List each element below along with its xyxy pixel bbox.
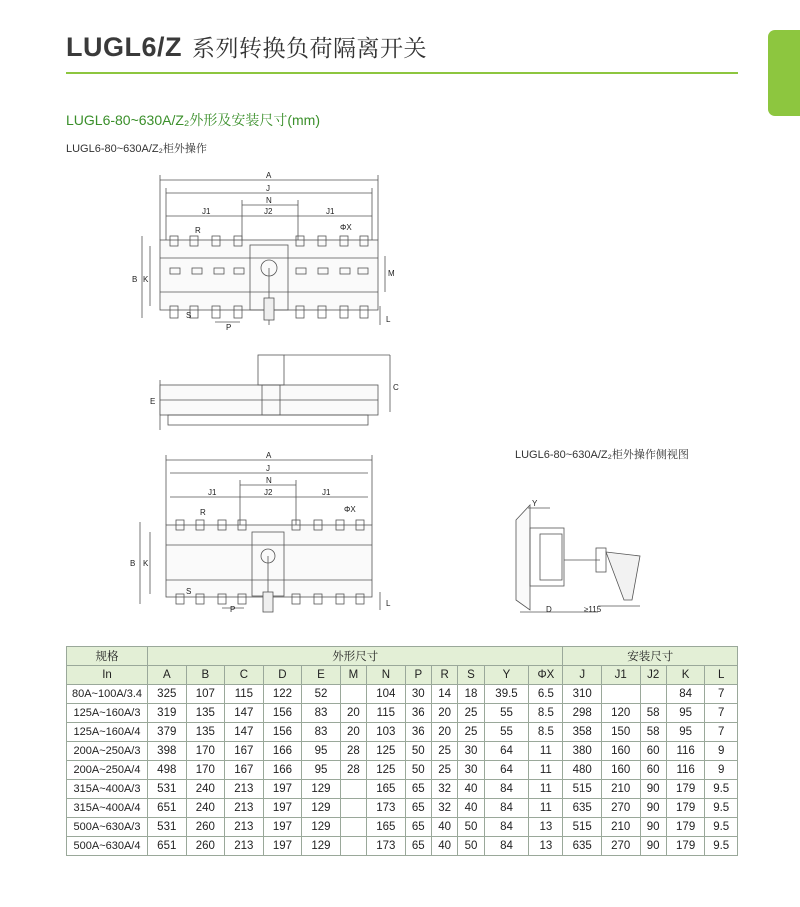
col-header: J <box>563 666 602 685</box>
col-header: P <box>405 666 431 685</box>
row-spec-label: 125A~160A/4 <box>67 723 148 742</box>
table-cell: 197 <box>263 837 302 856</box>
in-header: In <box>67 666 148 685</box>
table-body <box>67 685 738 856</box>
table-cell: 28 <box>340 761 366 780</box>
side-view-drawing <box>516 505 640 612</box>
table-cell: 84 <box>484 780 529 799</box>
dim-P-lower: P <box>230 605 236 614</box>
table-cell: 50 <box>458 837 484 856</box>
table-cell: 25 <box>431 742 457 761</box>
row-spec-label: 500A~630A/3 <box>67 818 148 837</box>
col-header: R <box>431 666 457 685</box>
col-header: C <box>225 666 264 685</box>
table-cell: 6.5 <box>529 685 563 704</box>
table-cell: 50 <box>405 742 431 761</box>
table-cell: 50 <box>405 761 431 780</box>
table-cell: 58 <box>640 704 666 723</box>
table-row <box>67 761 738 780</box>
table-cell <box>340 780 366 799</box>
table-cell: 498 <box>148 761 187 780</box>
table-cell: 30 <box>458 742 484 761</box>
dim-J: J <box>266 184 270 193</box>
table-cell: 90 <box>640 818 666 837</box>
table-cell: 25 <box>458 704 484 723</box>
table-cell: 165 <box>367 780 406 799</box>
table-cell: 65 <box>405 818 431 837</box>
table-cell: 298 <box>563 704 602 723</box>
table-header-row-1 <box>67 647 738 666</box>
col-header: N <box>367 666 406 685</box>
table-cell: 116 <box>666 761 705 780</box>
table-row <box>67 837 738 856</box>
spec-table <box>66 646 738 856</box>
dim-N: N <box>266 196 272 205</box>
table-cell: 7 <box>705 723 738 742</box>
table-cell: 147 <box>225 704 264 723</box>
table-cell: 210 <box>601 818 640 837</box>
col-header: D <box>263 666 302 685</box>
table-cell: 95 <box>302 761 341 780</box>
table-cell: 651 <box>148 837 187 856</box>
table-cell: 40 <box>458 799 484 818</box>
table-cell: 129 <box>302 799 341 818</box>
table-cell: 30 <box>458 761 484 780</box>
table-cell: 9 <box>705 761 738 780</box>
table-cell: 103 <box>367 723 406 742</box>
table-cell: 173 <box>367 837 406 856</box>
table-cell: 25 <box>431 761 457 780</box>
dim-J-lower: J <box>266 464 270 473</box>
table-cell: 179 <box>666 837 705 856</box>
table-cell: 11 <box>529 780 563 799</box>
table-cell: 64 <box>484 742 529 761</box>
table-cell: 166 <box>263 761 302 780</box>
dim-P: P <box>226 323 232 332</box>
table-cell: 173 <box>367 799 406 818</box>
table-cell: 213 <box>225 780 264 799</box>
table-row <box>67 799 738 818</box>
drawing-side-caption: LUGL6-80~630A/Z₂柜外操作侧视图 <box>515 449 689 461</box>
table-cell <box>340 837 366 856</box>
table-header-row-2 <box>67 666 738 685</box>
table-cell: 129 <box>302 837 341 856</box>
table-cell: 170 <box>186 742 225 761</box>
table-cell: 95 <box>302 742 341 761</box>
table-cell: 95 <box>666 723 705 742</box>
table-cell: 197 <box>263 780 302 799</box>
table-cell: 480 <box>563 761 602 780</box>
table-cell: 52 <box>302 685 341 704</box>
row-spec-label: 315A~400A/3 <box>67 780 148 799</box>
table-cell: 167 <box>225 742 264 761</box>
top-view-drawing <box>160 355 390 430</box>
row-spec-label: 125A~160A/3 <box>67 704 148 723</box>
table-cell: 8.5 <box>529 723 563 742</box>
table-cell: 240 <box>186 799 225 818</box>
col-header: Y <box>484 666 529 685</box>
dim-min115: ≥115 <box>584 605 602 614</box>
table-cell: 120 <box>601 704 640 723</box>
dim-R-lower: R <box>200 508 206 517</box>
table-cell: 9.5 <box>705 780 738 799</box>
col-header: M <box>340 666 366 685</box>
table-cell: 14 <box>431 685 457 704</box>
table-cell: 165 <box>367 818 406 837</box>
row-spec-label: 500A~630A/4 <box>67 837 148 856</box>
table-cell: 60 <box>640 761 666 780</box>
table-cell: 515 <box>563 818 602 837</box>
table-cell: 11 <box>529 799 563 818</box>
table-cell: 18 <box>458 685 484 704</box>
table-cell: 64 <box>484 761 529 780</box>
dim-B-lower: B <box>130 559 136 568</box>
col-header: ΦX <box>529 666 563 685</box>
table-cell: 36 <box>405 704 431 723</box>
table-cell: 166 <box>263 742 302 761</box>
table-cell: 8.5 <box>529 704 563 723</box>
dim-J1-right: J1 <box>326 207 335 216</box>
table-cell: 270 <box>601 799 640 818</box>
table-cell: 40 <box>431 818 457 837</box>
table-cell <box>340 685 366 704</box>
title-text: 系列转换负荷隔离开关 <box>192 35 427 61</box>
table-cell: 11 <box>529 742 563 761</box>
table-cell: 635 <box>563 837 602 856</box>
section-title: LUGL6-80~630A/Z₂外形及安装尺寸(mm) <box>66 112 320 128</box>
col-header: S <box>458 666 484 685</box>
table-cell: 379 <box>148 723 187 742</box>
col-header: A <box>148 666 187 685</box>
table-cell: 107 <box>186 685 225 704</box>
dim-B: B <box>132 275 138 284</box>
table-cell: 213 <box>225 818 264 837</box>
dim-phiX-lower: ΦX <box>344 505 356 514</box>
dim-C: C <box>393 383 399 392</box>
table-cell: 20 <box>431 723 457 742</box>
table-cell: 25 <box>458 723 484 742</box>
table-cell <box>340 799 366 818</box>
row-spec-label: 200A~250A/3 <box>67 742 148 761</box>
dim-N-lower: N <box>266 476 272 485</box>
dim-J2: J2 <box>264 207 273 216</box>
table-row <box>67 685 738 704</box>
dim-L: L <box>386 315 391 324</box>
table-cell: 135 <box>186 723 225 742</box>
dim-E: E <box>150 397 156 406</box>
table-cell: 210 <box>601 780 640 799</box>
table-cell: 50 <box>458 818 484 837</box>
table-cell: 167 <box>225 761 264 780</box>
table-cell: 115 <box>367 704 406 723</box>
table-cell: 65 <box>405 837 431 856</box>
drawing-front-caption: LUGL6-80~630A/Z₂柜外操作 <box>66 143 207 155</box>
table-cell: 380 <box>563 742 602 761</box>
table-row <box>67 723 738 742</box>
table-cell: 150 <box>601 723 640 742</box>
table-cell: 83 <box>302 704 341 723</box>
dim-K-lower: K <box>143 559 149 568</box>
table-cell: 160 <box>601 761 640 780</box>
table-cell: 135 <box>186 704 225 723</box>
table-cell: 515 <box>563 780 602 799</box>
table-cell: 11 <box>529 761 563 780</box>
dim-S-lower: S <box>186 587 192 596</box>
install-header: 安装尺寸 <box>563 647 738 666</box>
table-cell: 156 <box>263 704 302 723</box>
dim-K: K <box>143 275 149 284</box>
dim-R: R <box>195 226 201 235</box>
table-cell: 179 <box>666 780 705 799</box>
table-cell: 9 <box>705 742 738 761</box>
table-cell: 90 <box>640 799 666 818</box>
table-cell: 90 <box>640 837 666 856</box>
table-cell: 20 <box>431 704 457 723</box>
table-cell: 129 <box>302 818 341 837</box>
table-cell: 358 <box>563 723 602 742</box>
dim-A-lower: A <box>266 451 272 460</box>
col-header: L <box>705 666 738 685</box>
col-header: E <box>302 666 341 685</box>
table-cell: 156 <box>263 723 302 742</box>
table-cell: 7 <box>705 704 738 723</box>
table-cell: 13 <box>529 818 563 837</box>
table-row <box>67 818 738 837</box>
front-view-drawing <box>142 175 385 325</box>
table-cell: 60 <box>640 742 666 761</box>
table-cell: 531 <box>148 818 187 837</box>
table-cell: 90 <box>640 780 666 799</box>
table-cell: 9.5 <box>705 799 738 818</box>
table-cell: 83 <box>302 723 341 742</box>
table-cell: 32 <box>431 780 457 799</box>
dim-S: S <box>186 311 192 320</box>
table-cell: 65 <box>405 799 431 818</box>
row-spec-label: 200A~250A/4 <box>67 761 148 780</box>
table-cell <box>340 818 366 837</box>
table-cell: 30 <box>405 685 431 704</box>
table-cell: 9.5 <box>705 818 738 837</box>
table-cell: 40 <box>431 837 457 856</box>
table-cell: 55 <box>484 723 529 742</box>
dim-D: D <box>546 605 552 614</box>
table-cell: 170 <box>186 761 225 780</box>
table-cell <box>640 685 666 704</box>
spec-header: 规格 <box>67 647 148 666</box>
table-cell: 398 <box>148 742 187 761</box>
table-cell: 260 <box>186 837 225 856</box>
col-header: J2 <box>640 666 666 685</box>
table-cell: 20 <box>340 723 366 742</box>
table-cell: 95 <box>666 704 705 723</box>
table-cell: 260 <box>186 818 225 837</box>
table-cell: 55 <box>484 704 529 723</box>
dim-M: M <box>388 269 395 278</box>
dim-J2-lower: J2 <box>264 488 273 497</box>
table-cell: 270 <box>601 837 640 856</box>
table-cell: 125 <box>367 761 406 780</box>
table-cell: 84 <box>484 799 529 818</box>
table-cell: 39.5 <box>484 685 529 704</box>
table-cell: 531 <box>148 780 187 799</box>
table-cell: 635 <box>563 799 602 818</box>
table-cell: 58 <box>640 723 666 742</box>
row-spec-label: 80A~100A/3.4 <box>67 685 148 704</box>
table-cell: 65 <box>405 780 431 799</box>
table-cell: 7 <box>705 685 738 704</box>
table-cell: 84 <box>484 837 529 856</box>
dim-J1-left: J1 <box>202 207 211 216</box>
table-cell: 32 <box>431 799 457 818</box>
table-cell: 122 <box>263 685 302 704</box>
table-cell: 147 <box>225 723 264 742</box>
table-row <box>67 704 738 723</box>
table-cell: 36 <box>405 723 431 742</box>
table-cell: 651 <box>148 799 187 818</box>
table-cell: 179 <box>666 818 705 837</box>
table-cell: 325 <box>148 685 187 704</box>
table-cell: 84 <box>484 818 529 837</box>
row-spec-label: 315A~400A/4 <box>67 799 148 818</box>
col-header: B <box>186 666 225 685</box>
table-cell: 179 <box>666 799 705 818</box>
outline-header: 外形尺寸 <box>148 647 563 666</box>
table-cell: 160 <box>601 742 640 761</box>
table-cell: 84 <box>666 685 705 704</box>
table-cell: 129 <box>302 780 341 799</box>
table-cell: 310 <box>563 685 602 704</box>
table-cell: 213 <box>225 837 264 856</box>
table-cell: 40 <box>458 780 484 799</box>
table-row <box>67 742 738 761</box>
table-cell: 9.5 <box>705 837 738 856</box>
table-cell: 213 <box>225 799 264 818</box>
table-row <box>67 780 738 799</box>
dim-L-lower: L <box>386 599 391 608</box>
table-cell: 28 <box>340 742 366 761</box>
table-cell: 13 <box>529 837 563 856</box>
lower-front-view-drawing <box>140 455 380 612</box>
col-header: K <box>666 666 705 685</box>
dim-J1-left-lower: J1 <box>208 488 217 497</box>
col-header: J1 <box>601 666 640 685</box>
model-name: LUGL6/Z <box>66 32 182 62</box>
table-cell: 197 <box>263 818 302 837</box>
dim-A: A <box>266 171 272 180</box>
dim-Y: Y <box>532 499 538 508</box>
table-cell: 115 <box>225 685 264 704</box>
table-cell: 197 <box>263 799 302 818</box>
table-cell <box>601 685 640 704</box>
table-cell: 20 <box>340 704 366 723</box>
table-cell: 240 <box>186 780 225 799</box>
table-cell: 319 <box>148 704 187 723</box>
dim-phiX: ΦX <box>340 223 352 232</box>
table-cell: 116 <box>666 742 705 761</box>
dim-J1-right-lower: J1 <box>322 488 331 497</box>
table-cell: 125 <box>367 742 406 761</box>
table-cell: 104 <box>367 685 406 704</box>
